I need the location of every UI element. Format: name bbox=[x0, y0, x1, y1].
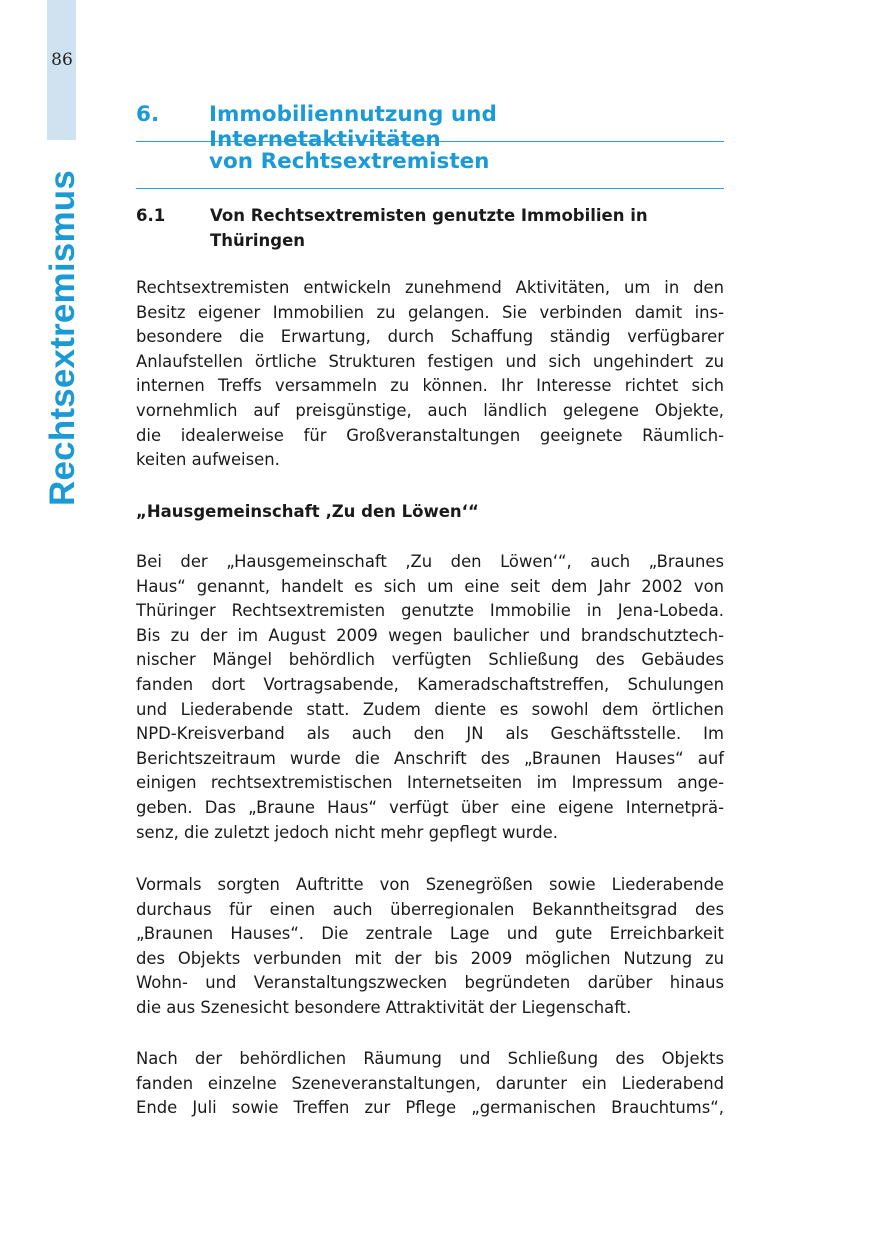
text-line: vornehmlich auf preisgünstige, auch ländlich gelegene Objekte, bbox=[136, 400, 724, 420]
text-line: Bis zu der im August 2009 wegen baulicher und brandschutztech- bbox=[136, 625, 724, 645]
side-tab-bar bbox=[47, 0, 76, 140]
text-line: Vormals sorgten Auftritte von Szenegrößen sowie Liederabende bbox=[136, 875, 724, 894]
chapter-title-line1: Immobiliennutzung und Internetaktivitäten bbox=[209, 102, 497, 152]
text-line: Rechtsextremisten entwickeln zunehmend Aktivitäten, um in den bbox=[136, 278, 724, 297]
paragraph-2 bbox=[136, 550, 724, 845]
text-line: des Objekts verbunden mit der bis 2009 möglichen Nutzung zu bbox=[136, 948, 724, 968]
text-line: NPD-Kreisverband als auch den JN als Geschäftsstelle. Im bbox=[136, 724, 724, 744]
section-title: Von Rechtsextremisten genutzte Immobilien in Thüringen bbox=[210, 206, 648, 250]
text-line: Thüringer Rechtsextremisten genutzte Immobilie in Jena-Lobeda. bbox=[136, 601, 724, 621]
text-line: die idealerweise für Großveranstaltungen geeignete Räumlich- bbox=[136, 425, 724, 445]
text-line: einigen rechtsextremistischen Internetseiten im Impressum ange- bbox=[136, 773, 724, 793]
paragraph-1 bbox=[136, 276, 724, 473]
text-line: internen Treffs versammeln zu können. Ihr Interesse richtet sich bbox=[136, 376, 724, 396]
text-line: und Liederabende statt. Zudem diente es sowohl dem örtlichen bbox=[136, 699, 724, 719]
text-line: fanden dort Vortragsabende, Kameradschaftstreffen, Schulungen bbox=[136, 674, 724, 694]
chapter-heading-line2 bbox=[136, 142, 724, 189]
text-line: durchaus für einen auch überregionalen Bekanntheitsgrad des bbox=[136, 899, 724, 919]
text-line: Nach der behördlichen Räumung und Schließung des Objekts bbox=[136, 1049, 724, 1068]
paragraph-4 bbox=[136, 1047, 724, 1121]
text-line: „Braunen Hauses“. Die zentrale Lage und gute Erreichbarkeit bbox=[136, 924, 724, 944]
text-line: fanden einzelne Szeneveranstaltungen, darunter ein Liederabend bbox=[136, 1073, 724, 1093]
chapter-title-line2: von Rechtsextremisten bbox=[209, 149, 490, 174]
paragraph-3 bbox=[136, 873, 724, 1021]
text-line: Wohn- und Veranstaltungszwecken begründeten darüber hinaus bbox=[136, 973, 724, 993]
text-line: Haus“ genannt, handelt es sich um eine seit dem Jahr 2002 von bbox=[136, 576, 724, 596]
text-line: Besitz eigener Immobilien zu gelangen. Sie verbinden damit ins- bbox=[136, 302, 724, 322]
side-title: Rechtsextremismus bbox=[43, 169, 82, 507]
chapter-number: 6. bbox=[136, 102, 160, 127]
text-line: nischer Mängel behördlich verfügten Schließung des Gebäudes bbox=[136, 650, 724, 670]
text-line: geben. Das „Braune Haus“ verfügt über eine eigene Internetprä- bbox=[136, 797, 724, 817]
text-line: Bei der „Hausgemeinschaft ‚Zu den Löwen‘“, auch „Braunes bbox=[136, 552, 724, 571]
text-line: besondere die Erwartung, durch Schaffung ständig verfügbarer bbox=[136, 327, 724, 347]
section-number: 6.1 bbox=[136, 206, 166, 225]
text-line: Ende Juli sowie Treffen zur Pflege „germanischen Brauchtums“, bbox=[136, 1098, 724, 1118]
text-line: senz, die zuletzt jedoch nicht mehr gepflegt wurde. bbox=[136, 822, 558, 842]
subheading: „Hausgemeinschaft ‚Zu den Löwen‘“ bbox=[136, 502, 479, 521]
chapter-heading-line1 bbox=[136, 95, 724, 152]
page-number: 86 bbox=[51, 50, 73, 70]
text-line: die aus Szenesicht besondere Attraktivität der Liegenschaft. bbox=[136, 997, 632, 1017]
text-line: keiten aufweisen. bbox=[136, 450, 280, 470]
chapter-heading bbox=[136, 95, 724, 189]
text-line: Berichtszeitraum wurde die Anschrift des „Braunen Hauses“ auf bbox=[136, 748, 724, 768]
text-line: Anlaufstellen örtliche Strukturen festigen und sich ungehindert zu bbox=[136, 351, 724, 371]
